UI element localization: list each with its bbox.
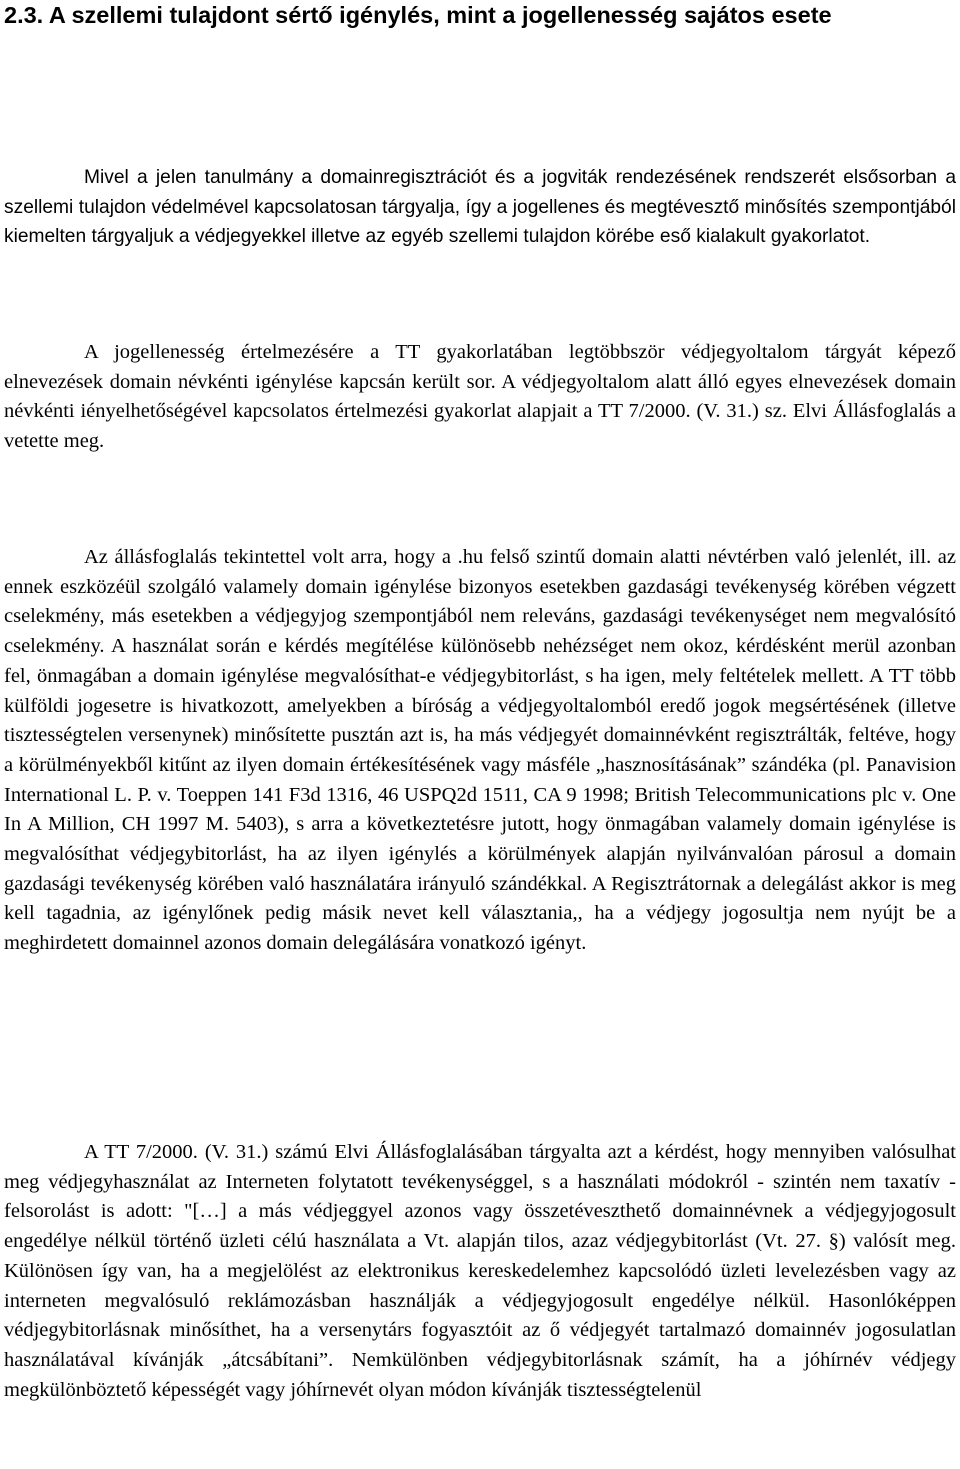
section-heading: 2.3. A szellemi tulajdont sértő igénylés, mint a jogellenesség sajátos esete bbox=[4, 2, 832, 28]
paragraph-vedjegyhasznalat: A TT 7/2000. (V. 31.) számú Elvi Állásfoglalásában tárgyalta azt a kérdést, hogy mennyiben valósulhat meg védjegyhasználat az Interneten folytatott tevékenységgel, s a használati módokról - szintén nem taxatív - felsorolást is adott: "[…] a más védjeggyel azonos vagy összetéveszthető domainnévnek a védjegyjogosult engedélye nélkül történő üzleti célú használata a Vt. alapján tilos, azaz védjegybitorlást (Vt. 27. §) valósít meg. Különösen így van, ha a megjelölést az elektronikus kereskedelemhez kapcsolódó üzleti levelezésben vagy az interneten megvalósuló reklámozásban használják a védjegyjogosult engedélye nélkül. Hasonlóképpen védjegybitorlásnak minősíthet, ha a versenytárs fogyasztóit az ő védjegyét tartalmazó domainnév jogosulatlan használatával kívánják „átcsábítani”. Nemkülönben védjegybitorlásnak számít, ha a jóhírnév védjegy megkülönböztető képességét vagy jóhírnevét olyan módon kívánják tisztességtelenül bbox=[4, 1141, 956, 1401]
paragraph-jogellenesseg: A jogellenesség értelmezésére a TT gyakorlatában legtöbbször védjegyoltalom tárgyát képező elnevezések domain névkénti igénylése kapcsán került sor. A védjegyoltalom alatt álló egyes elnevezések domain névkénti iényelhetőségével kapcsolatos értelmezési gyakorlat alapjait a TT 7/2000. (V. 31.) sz. Elvi Állásfoglalás a vetette meg. bbox=[4, 341, 956, 453]
paragraph-allasfoglalas: Az állásfoglalás tekintettel volt arra, hogy a .hu felső szintű domain alatti névtérben való jelenlét, ill. az ennek eszközéül szolgáló valamely domain igénylése bizonyos esetekben gazdasági tevékenység körében végzett cselekmény, más esetekben a védjegyjog szempontjából nem releváns, gazdasági tevékenységet nem megvalósító cselekmény. A használat során e kérdés megítélése különösebb nehézséget nem okoz, kérdésként merül azonban fel, önmagában a domain igénylése megvalósíthat-e védjegybitorlást, s ha igen, mely feltételek mellett. A TT több külföldi jogesetre is hivatkozott, amelyekben a bíróság a védjegyoltalomból eredő jogok megsértésének (illetve tisztességtelen versenynek) minősítette pusztán azt is, ha más védjegyét domainnévként regisztrálták, feltéve, hogy a körülményekből kitűnt az ilyen domain értékesítésének vagy másféle „hasznosításának” szándéka (pl. Panavision International L. P. v. Toeppen 141 F3d 1316, 46 USPQ2d 1511, CA 9 1998; British Telecommunications plc v. One In A Million, CH 1997 M. 5403), s arra a következtetésre jutott, hogy önmagában valamely domain igénylése is megvalósíthat védjegybitorlást, ha az ilyen igénylés a körülmények alapján nyilvánvalóan párosul a domain gazdasági tevékenység körében való használatára irányuló szándékkal. A Regisztrátornak a delegálást akkor is meg kell tagadnia, az igénylőnek pedig másik nevet kell választania,, ha a védjegy jogosultja nem nyújt be a meghirdetett domainnel azonos domain delegálására vonatkozó igényt. bbox=[4, 546, 956, 955]
paragraph-intro: Mivel a jelen tanulmány a domainregisztrációt és a jogviták rendezésének rendszerét elsősorban a szellemi tulajdon védelmével kapcsolatosan tárgyalja, így a jogellenes és megtévesztő minősítés szempontjából kiemelten tárgyaljuk a védjegyekkel illetve az egyéb szellemi tulajdon körébe eső kialakult gyakorlatot. bbox=[4, 167, 956, 247]
